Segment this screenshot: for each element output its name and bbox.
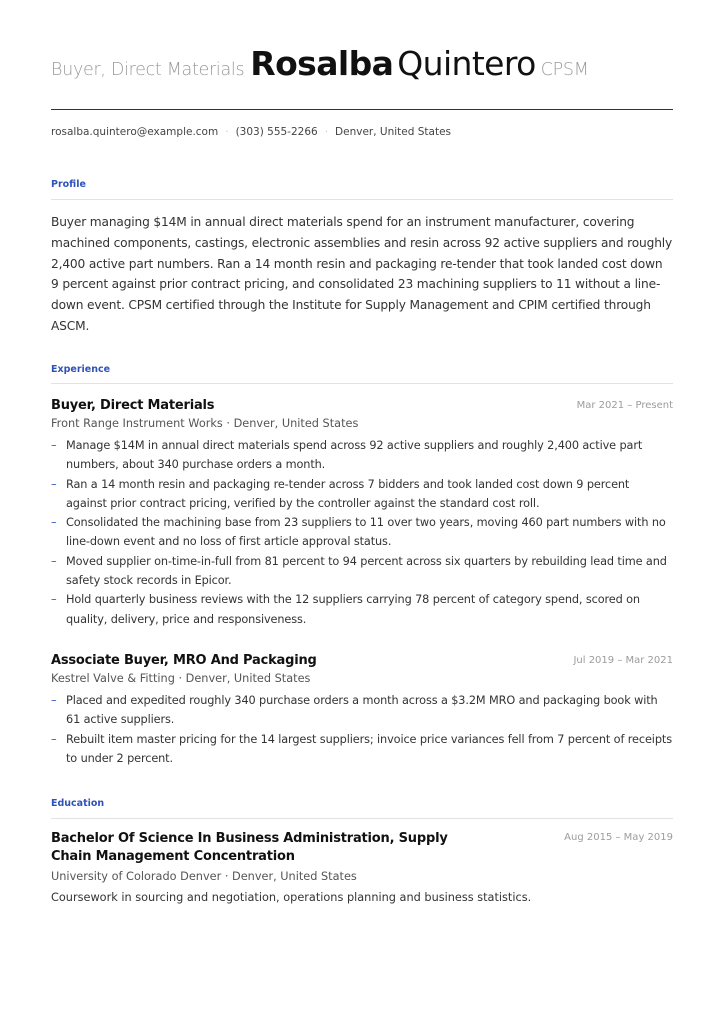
dash-icon: – [51, 732, 57, 746]
section-divider [51, 199, 673, 200]
job-entry [51, 398, 673, 629]
dash-icon: – [51, 554, 57, 568]
list-item [51, 552, 673, 591]
education-note: Coursework in sourcing and negotiation, operations planning and business statistics. [51, 891, 532, 904]
contact-line [51, 126, 673, 138]
dash-icon: – [51, 477, 57, 491]
contact-location: Denver, United States [335, 126, 451, 138]
bullet-text: Manage $14M in annual direct materials spend across 92 active suppliers and roughly 2,400 active part numbers, about 340 purchase orders a month. [66, 439, 643, 472]
dash-icon: – [51, 694, 57, 707]
header-last-name: Quintero [397, 44, 536, 83]
dash-icon: – [51, 593, 57, 607]
job-title: Associate Buyer, MRO And Packaging [51, 653, 317, 668]
header-role: Buyer, Direct Materials [51, 60, 245, 80]
degree-title: Bachelor Of Science In Business Administration, Supply Chain Management Concentration [51, 831, 448, 864]
bullet-text: Ran a 14 month resin and packaging re-tender across 7 bidders and took landed cost down 9 percent against prior contract pricing, verified by the controller against the standard cost roll. [66, 477, 630, 510]
section-divider [51, 383, 673, 384]
bullet-text: Placed and expedited roughly 340 purchase orders a month across a $3.2M MRO and packaging book with 61 active suppliers. [66, 694, 658, 727]
dash-icon: – [51, 439, 57, 452]
job-title: Buyer, Direct Materials [51, 398, 215, 413]
list-item [51, 730, 673, 769]
header-first-name: Rosalba [250, 44, 394, 83]
education-institution: University of Colorado Denver · Denver, United States [51, 870, 357, 883]
section-heading-profile: Profile [51, 179, 86, 190]
list-item [51, 590, 673, 629]
bullet-text: Hold quarterly business reviews with the 12 suppliers carrying 78 percent of category spend, scored on quality, delivery, price and responsiveness. [66, 593, 640, 626]
section-divider [51, 818, 673, 819]
contact-separator: · [324, 126, 329, 138]
list-item [51, 691, 673, 730]
education-entry [51, 830, 673, 904]
job-entry [51, 653, 673, 768]
job-dates: Mar 2021 – Present [576, 400, 673, 411]
header-divider [51, 109, 673, 110]
bullet-text: Consolidated the machining base from 23 suppliers to 11 over two years, moving 460 part numbers with no line-down event and no loss of first article approval status. [66, 516, 666, 549]
job-organization: Front Range Instrument Works · Denver, United States [51, 417, 359, 430]
dash-icon: – [51, 516, 57, 530]
contact-phone[interactable]: (303) 555-2266 [235, 126, 318, 138]
profile-summary: Buyer managing $14M in annual direct materials spend for an instrument manufacturer, covering machined components, castings, electronic assemblies and resin across 92 active suppliers and roughly 2,400 active part numbers. Ran a 14 month resin and packaging re-tender that took landed cost down 9 percent against prior contract pricing, and consolidated 23 machining suppliers to 11 without a line-down event. CPSM certified through the Institute for Supply Management and CPIM certified through ASCM. [51, 215, 673, 333]
resume-header [51, 44, 673, 83]
list-item [51, 513, 673, 552]
contact-email[interactable]: rosalba.quintero@example.com [51, 126, 219, 138]
list-item [51, 475, 673, 514]
bullet-text: Moved supplier on-time-in-full from 81 percent to 94 percent across six quarters by rebuilding lead time and safety stock records in Epicor. [66, 554, 667, 588]
bullet-text: Rebuilt item master pricing for the 14 largest suppliers; invoice price variances fell from 7 percent of receipts to under 2 percent. [66, 732, 672, 765]
job-bullets [51, 691, 673, 768]
header-credential: CPSM [540, 60, 589, 80]
section-heading-experience: Experience [51, 364, 111, 375]
job-organization: Kestrel Valve & Fitting · Denver, United States [51, 672, 311, 685]
education-dates: Aug 2015 – May 2019 [564, 832, 673, 843]
list-item [51, 436, 673, 475]
section-heading-education: Education [51, 798, 105, 809]
job-dates: Jul 2019 – Mar 2021 [573, 655, 673, 666]
contact-separator: · [225, 126, 229, 138]
job-bullets [51, 436, 673, 629]
